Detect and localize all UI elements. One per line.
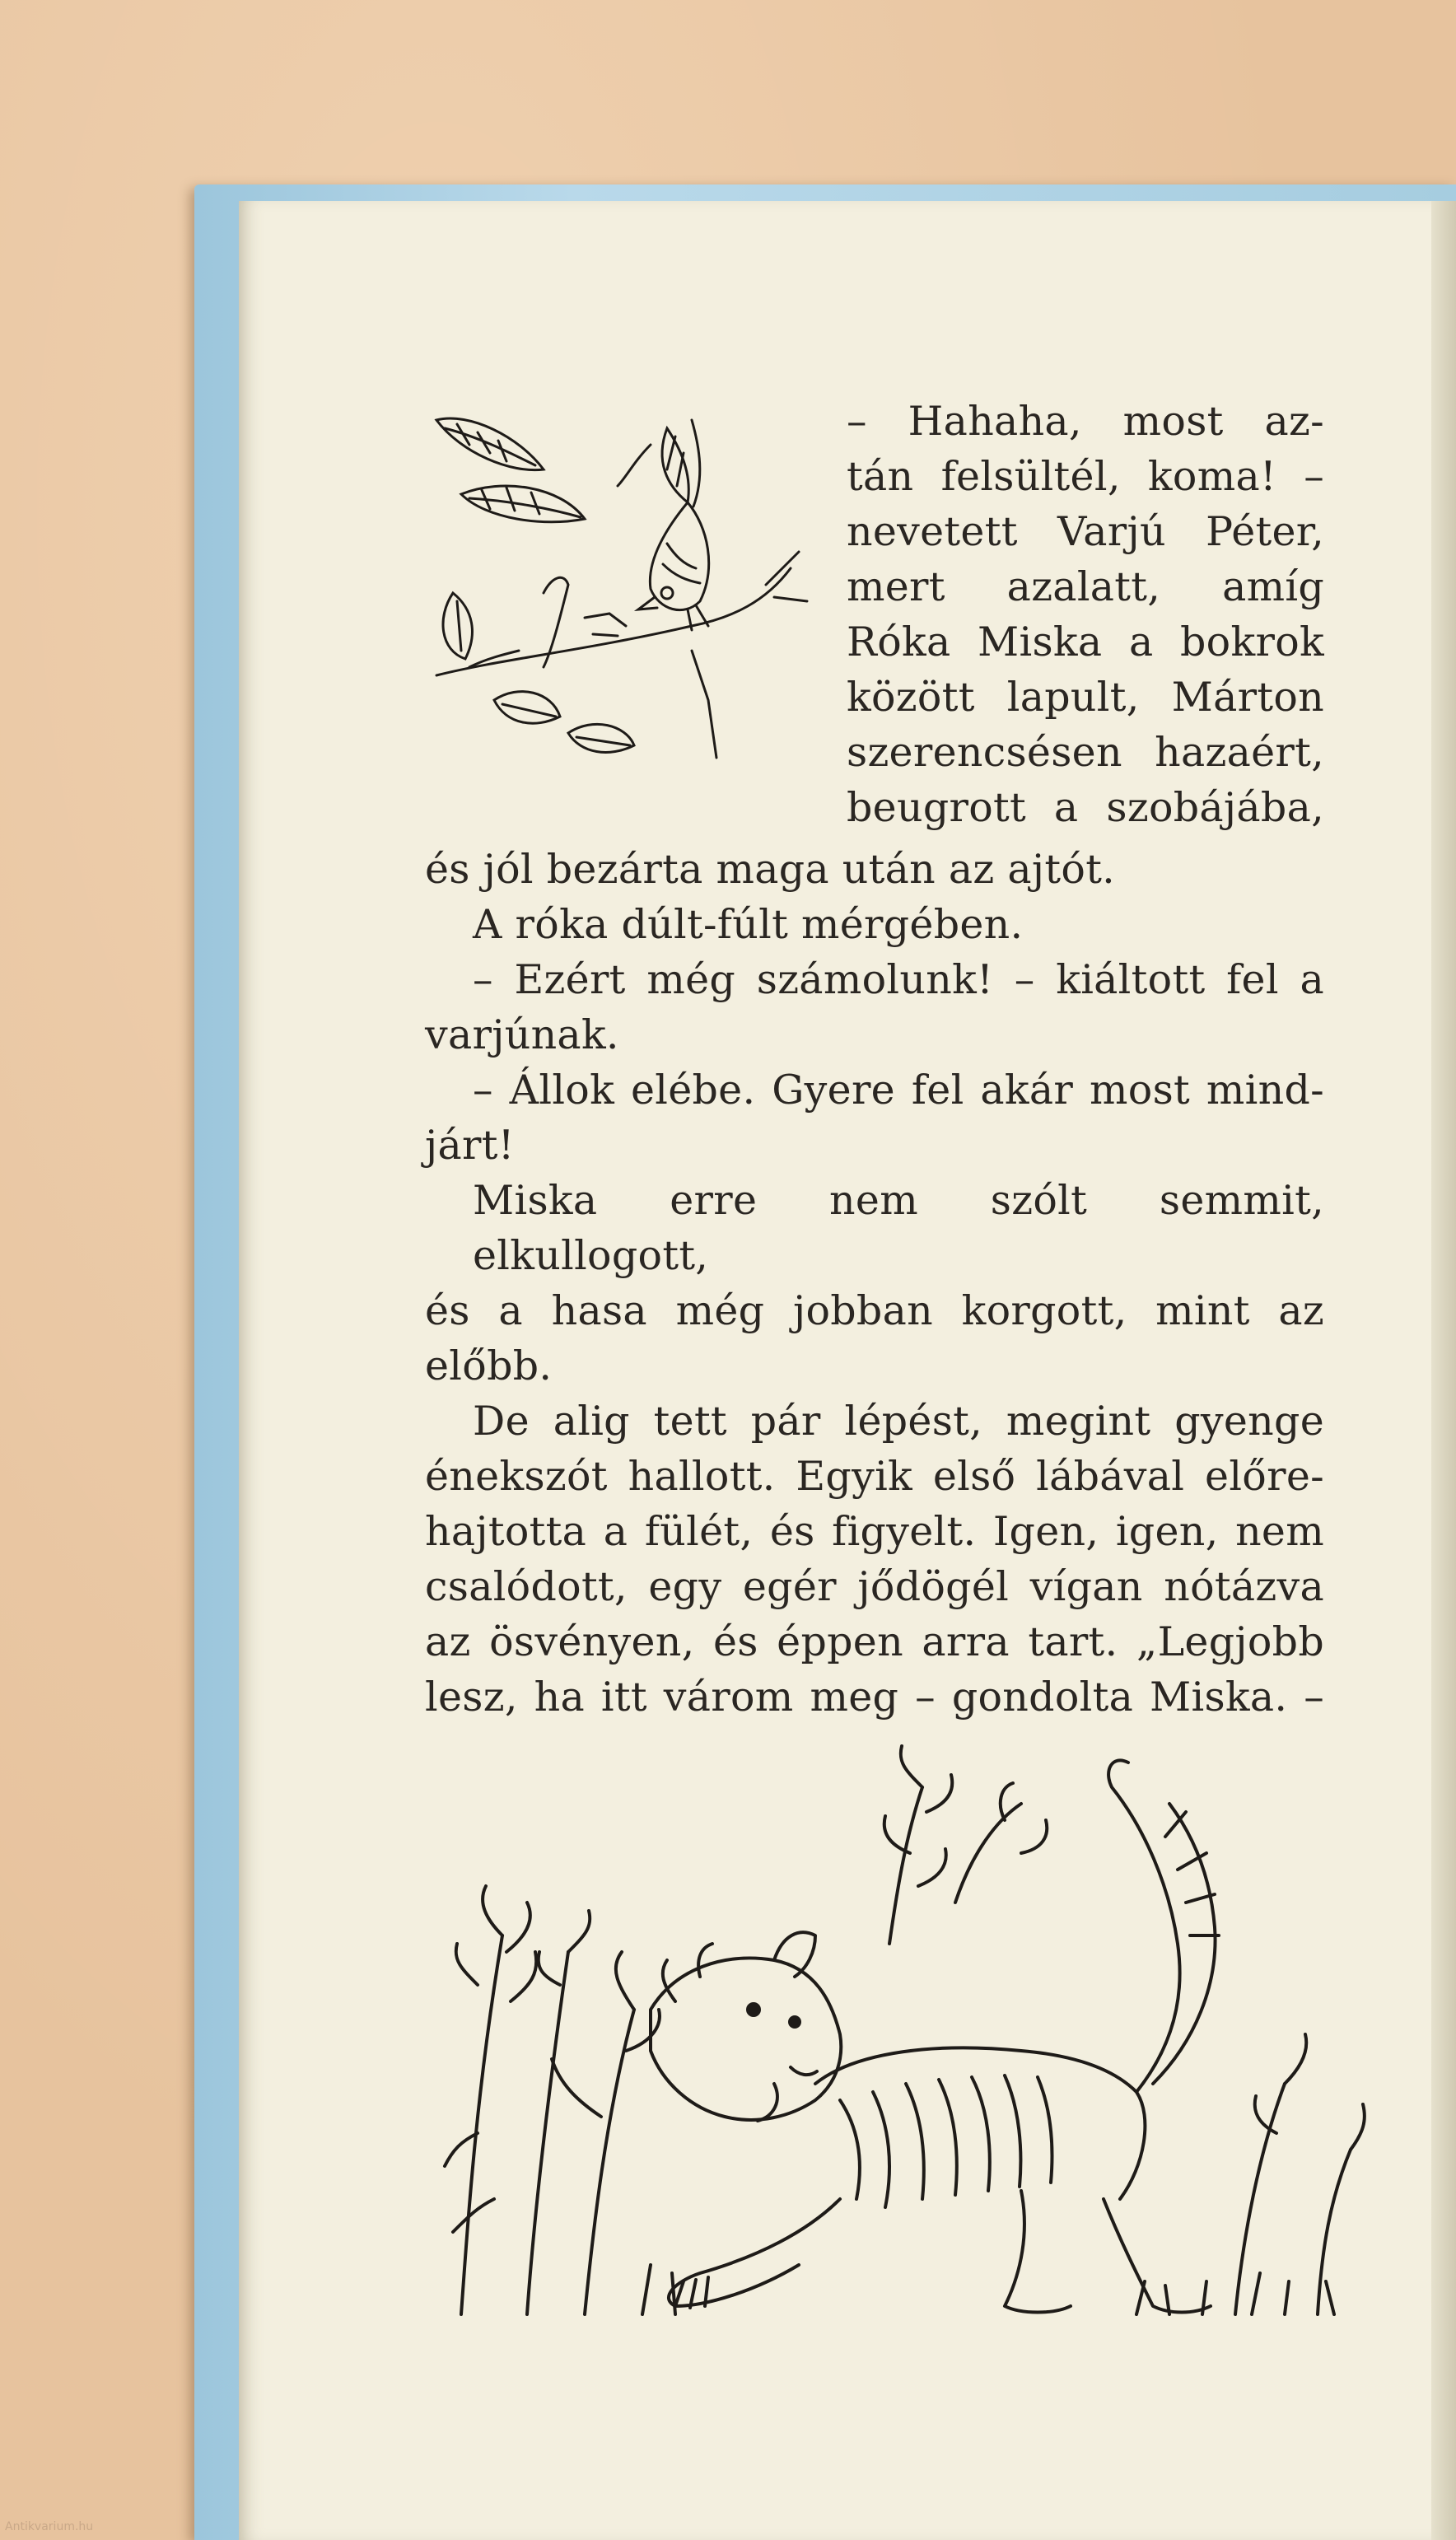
text-line: lesz, ha itt várom meg – gondolta Miska. – [425,1674,1324,1721]
text-line: Róka Miska a bokrok [847,619,1324,665]
text-line: csalódott, egy egér jődögél vígan nótázva [425,1563,1324,1610]
text-line: és a hasa még jobban korgott, mint az [425,1287,1324,1334]
text-line: nevetett Varjú Péter, [847,508,1324,555]
text-line: az ösvényen, és éppen arra tart. „Legjobb [425,1618,1324,1665]
bird-on-branch-sketch-icon [420,404,815,791]
right-column-text [847,394,1324,835]
text-line: varjúnak. [425,1011,619,1058]
text-line: és jól bezárta maga után az ajtót. [425,846,1116,893]
text-line: Miska erre nem szólt semmit, elkullogott, [473,1177,1324,1279]
paragraph [425,1173,1324,1394]
page-edge [1431,201,1456,2540]
text-line: tán felsültél, koma! – [847,453,1324,500]
watermark: Antikvarium.hu [5,2520,94,2533]
text-line: A róka dúlt-fúlt mérgében. [473,901,1024,948]
text-line: között lapult, Márton [847,674,1324,721]
paragraph [425,897,1324,952]
text-line: – Ezért még számolunk! – kiáltott fel a [473,956,1324,1003]
text-line: De alig tett pár lépést, megint gyenge [473,1398,1324,1445]
fox-in-grass-sketch-icon [428,1738,1375,2331]
text-line: mert azalatt, amíg [847,563,1324,610]
paragraph [425,1062,1324,1173]
text-line: hajtotta a fülét, és figyelt. Igen, igen, nem [425,1508,1324,1555]
paragraph [425,952,1324,1062]
text-line: előbb. [425,1342,553,1389]
text-line: beugrott a szobájába, [847,784,1324,831]
text-line: – Hahaha, most az- [847,398,1324,445]
text-line: szerencsésen hazaért, [847,729,1324,776]
text-line: énekszót hallott. Egyik első lábával előre- [425,1453,1324,1500]
paragraph [425,1394,1324,1725]
text-line: – Állok elébe. Gyere fel akár most mind- [473,1067,1324,1114]
text-line: járt! [425,1122,515,1169]
paragraph [425,842,1324,897]
main-text [425,842,1324,1725]
